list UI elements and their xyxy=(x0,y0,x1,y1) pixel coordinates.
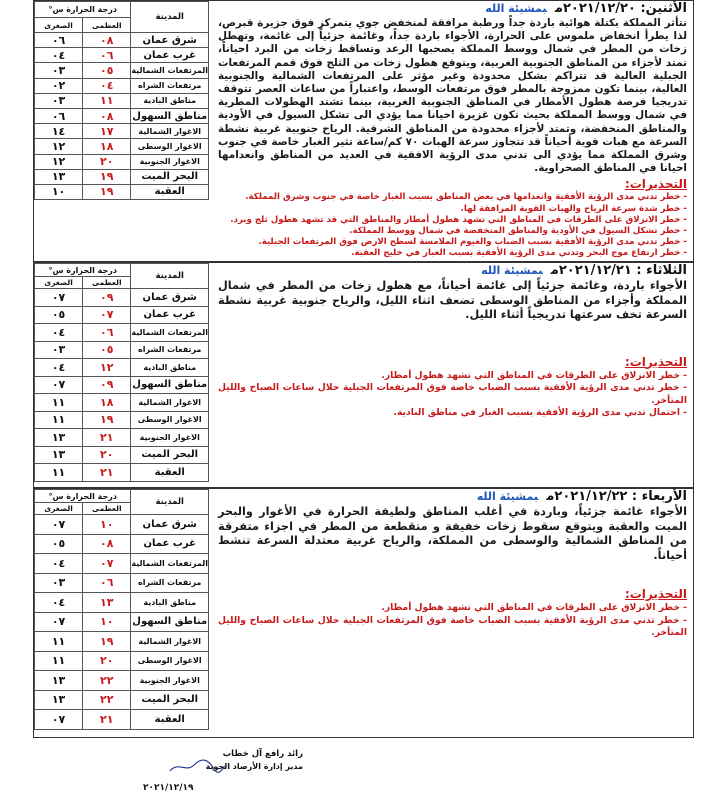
city-cell: الاغوار الوسطى xyxy=(131,139,209,154)
warnings-title: التحذيرات: xyxy=(624,587,687,601)
table-row xyxy=(35,411,209,429)
max-temp-cell: ٠٥ xyxy=(83,341,131,359)
city-cell: الاغوار الجنوبية xyxy=(131,671,209,691)
min-temp-cell: ٠٥ xyxy=(35,534,83,554)
min-temp-cell: ١٢ xyxy=(35,154,83,169)
god-willing-text: بمشيئة الله xyxy=(481,264,543,277)
city-cell: غرب عمان xyxy=(131,306,209,324)
max-temp-cell: ٠٩ xyxy=(83,376,131,394)
min-temp-cell: ٠٤ xyxy=(35,554,83,574)
city-cell: مناطق السهول xyxy=(131,108,209,123)
handwritten-signature-icon xyxy=(168,757,228,775)
min-temp-cell: ٠٧ xyxy=(35,515,83,535)
city-cell: مرتفعات الشراه xyxy=(131,573,209,593)
signature-role: مدير إدارة الأرصاد الجوية xyxy=(205,762,303,771)
city-cell: الاغوار الوسطى xyxy=(131,651,209,671)
forecast-description: تتأثر المملكة بكتلة هوائية باردة جداً ورطبة مرافقة لمنخفض جوي يتمركز فوق جزيرة قبرص، لذا يطرأ انخفاض ملموس على الحرارة، الأجواء باردة جداً، وغائمة جزئياً إلى غائمة، وتهطل زخات من المطر في شمال ووسط المملكة يصحبها الرعد وتساقط زخات من البرد احياناً، تمتد لأجزاء من المناطق الجنوبية الغربية، ويتوقع هطول زخات من الثلج فوق قمم المرتفعات الجبلية العالية قد تتراكم بشكل محدودة وغير مؤثر على المرتفعات الشمالية والجنوبية العالية، بينما تكون ممزوجة بالمطر فوق مرتفعات الوسط، واعتباراً من ساعات العصر تتوقف تدريجيا فرصة هطول الأمطار في المناطق الجنوبية الغربية، بينما تشتد الهطولات المطرية في شمال ووسط المملكة بحيث تكون غزيرة احيانا مما يؤدي الى تشكل السيول في الأودية والمناطق المنخفضة، وتمتد لأجزاء محدودة من المناطق الشرقية. الرياح جنوبية غربية نشطة السرعة مع هبات قوية أحياناً قد تتجاوز سرعة الهبات ٧٠ كم/ساعة تثير الغبار خاصة في جنوب وشرق المملكة مما يؤدي الى تدني مدى الرؤية الافقية في العديد من المناطق وانعدامها احيانا في المناطق الصحراوية. xyxy=(218,17,688,175)
city-cell: العقبة xyxy=(131,184,209,199)
table-row xyxy=(35,341,209,359)
day-date: ٢٠٢١/١٢/٢٠م xyxy=(554,1,636,16)
day-date: ٢٠٢١/١٢/٢١م xyxy=(550,263,632,278)
table-row xyxy=(35,710,209,730)
min-temp-cell: ٠٤ xyxy=(35,324,83,342)
table-row xyxy=(35,169,209,184)
warning-item: - خطر الانزلاق على الطرقات في المناطق التي تشهد هطول أمطار. xyxy=(381,369,687,381)
max-temp-cell: ٢٠ xyxy=(83,446,131,464)
city-cell: العقبة xyxy=(131,464,209,482)
header-min: الصغرى xyxy=(35,277,83,289)
header-temperature: درجة الحرارة س° xyxy=(35,490,131,503)
city-cell: المرتفعات الشمالية xyxy=(131,324,209,342)
header-max: العظمى xyxy=(83,18,131,33)
max-temp-cell: ٠٨ xyxy=(83,534,131,554)
city-cell: مناطق البادية xyxy=(131,593,209,613)
day-title xyxy=(218,489,687,505)
table-row xyxy=(35,446,209,464)
max-temp-cell: ٢١ xyxy=(83,464,131,482)
day-title xyxy=(218,1,687,17)
day-name: الأربعاء : xyxy=(631,489,687,504)
city-cell: مرتفعات الشراه xyxy=(131,341,209,359)
city-cell: مرتفعات الشراه xyxy=(131,78,209,93)
table-row xyxy=(35,78,209,93)
city-cell: مناطق البادية xyxy=(131,93,209,108)
header-min: الصغرى xyxy=(35,503,83,515)
god-willing-text: بمشيئة الله xyxy=(476,490,539,503)
min-temp-cell: ١١ xyxy=(35,464,83,482)
min-temp-cell: ٠٣ xyxy=(35,341,83,359)
max-temp-cell: ٠٥ xyxy=(83,63,131,78)
max-temp-cell: ٠٧ xyxy=(83,306,131,324)
max-temp-cell: ٠٤ xyxy=(83,78,131,93)
max-temp-cell: ٢٠ xyxy=(83,154,131,169)
max-temp-cell: ٢٢ xyxy=(83,690,131,710)
table-row xyxy=(35,48,209,63)
city-cell: البحر الميت xyxy=(131,169,209,184)
table-row xyxy=(35,534,209,554)
max-temp-cell: ٢٢ xyxy=(83,671,131,691)
table-row xyxy=(35,184,209,199)
header-city: المدينة xyxy=(131,490,209,515)
forecast-text xyxy=(212,1,693,260)
signature-name: رائد رافع آل خطاب xyxy=(222,749,303,759)
warnings-list xyxy=(218,192,687,259)
warning-item: - خطر شدة سرعة الرياح والهبات القوية المرافقة لها. xyxy=(460,203,687,214)
city-cell: الاغوار الجنوبية xyxy=(131,154,209,169)
forecast-text xyxy=(212,263,693,420)
table-row xyxy=(35,359,209,377)
table-row xyxy=(35,376,209,394)
max-temp-cell: ٢١ xyxy=(83,710,131,730)
warning-item: - خطر الانزلاق على الطرقات في المناطق التي تشهد هطول أمطار. xyxy=(381,602,687,613)
header-city: المدينة xyxy=(131,264,209,289)
max-temp-cell: ١٩ xyxy=(83,184,131,199)
table-row xyxy=(35,139,209,154)
table-row xyxy=(35,573,209,593)
min-temp-cell: ١٣ xyxy=(35,671,83,691)
table-row xyxy=(35,324,209,342)
max-temp-cell: ٠٧ xyxy=(83,554,131,574)
table-row xyxy=(35,690,209,710)
table-row xyxy=(35,612,209,632)
max-temp-cell: ١٩ xyxy=(83,169,131,184)
max-temp-cell: ٠٩ xyxy=(83,289,131,307)
city-cell: شرق عمان xyxy=(131,515,209,535)
temperature-table xyxy=(34,489,209,730)
city-cell: الاغوار الشمالية xyxy=(131,124,209,139)
max-temp-cell: ٠٦ xyxy=(83,48,131,63)
min-temp-cell: ٠٧ xyxy=(35,710,83,730)
forecast-text xyxy=(212,489,693,640)
warning-item: - احتمال تدني مدى الرؤية الأفقية بسبب الغبار في مناطق البادية. xyxy=(393,407,687,419)
min-temp-cell: ٠٤ xyxy=(35,593,83,613)
forecast-description: الأجواء باردة، وغائمة جزئياً إلى غائمة أحياناً، مع هطول زخات من المطر في شمال المملكة وأجزاء من المناطق الوسطى تضعف اثناء الليل، والرياح جنوبية غربية نشطة السرعة تخف سرعتها تدريجياً أثناء الليل. xyxy=(218,279,687,321)
temperature-table xyxy=(34,1,209,200)
header-max: العظمى xyxy=(83,503,131,515)
min-temp-cell: ٠٧ xyxy=(35,289,83,307)
min-temp-cell: ٠٣ xyxy=(35,573,83,593)
table-row xyxy=(35,33,209,48)
warnings-title: التحذيرات: xyxy=(624,354,687,369)
max-temp-cell: ٢١ xyxy=(83,429,131,447)
city-cell: الاغوار الجنوبية xyxy=(131,429,209,447)
city-cell: غرب عمان xyxy=(131,48,209,63)
city-cell: العقبة xyxy=(131,710,209,730)
day-name: الأثنين: xyxy=(640,1,687,16)
header-min: الصغرى xyxy=(35,18,83,33)
day-section-monday xyxy=(33,0,694,262)
max-temp-cell: ٠٦ xyxy=(83,573,131,593)
max-temp-cell: ١١ xyxy=(83,93,131,108)
min-temp-cell: ١٣ xyxy=(35,429,83,447)
city-cell: المرتفعات الشمالية xyxy=(131,554,209,574)
table-row xyxy=(35,154,209,169)
warning-item: - خطر تدني مدى الرؤية الأفقية وانعدامها في بعض المناطق بسبب الغبار خاصة في جنوب وشرق المملكة. xyxy=(245,192,687,203)
max-temp-cell: ٢٠ xyxy=(83,651,131,671)
table-row xyxy=(35,651,209,671)
max-temp-cell: ١٨ xyxy=(83,139,131,154)
max-temp-cell: ١٩ xyxy=(83,411,131,429)
city-cell: شرق عمان xyxy=(131,33,209,48)
header-max: العظمى xyxy=(83,277,131,289)
table-row xyxy=(35,593,209,613)
day-title xyxy=(218,263,687,279)
min-temp-cell: ٠٧ xyxy=(35,612,83,632)
max-temp-cell: ١٧ xyxy=(83,124,131,139)
min-temp-cell: ١٣ xyxy=(35,446,83,464)
warnings-list xyxy=(218,602,687,640)
max-temp-cell: ٠٨ xyxy=(83,33,131,48)
table-row xyxy=(35,306,209,324)
city-cell: مناطق السهول xyxy=(131,376,209,394)
min-temp-cell: ٠٤ xyxy=(35,48,83,63)
min-temp-cell: ١٢ xyxy=(35,139,83,154)
min-temp-cell: ١١ xyxy=(35,394,83,412)
warning-item: - خطر تدني مدى الرؤية الأفقية بسبب الضباب والغيوم الملامسة لسطح الارض فوق المرتفعات الجبلية. xyxy=(258,237,687,248)
min-temp-cell: ١٤ xyxy=(35,124,83,139)
header-temperature: درجة الحرارة س° xyxy=(35,264,131,277)
city-cell: شرق عمان xyxy=(131,289,209,307)
signature-date: ٢٠٢١/١٢/١٩ xyxy=(143,783,194,793)
warning-item: - خطر تدني مدى الرؤية الأفقية بسبب الضباب خاصة فوق المرتفعات الجبلية خلال ساعات الصباح والليل المتأخر. xyxy=(218,382,687,406)
table-row xyxy=(35,108,209,123)
max-temp-cell: ١٩ xyxy=(83,632,131,652)
city-cell: الاغوار الشمالية xyxy=(131,394,209,412)
min-temp-cell: ٠٥ xyxy=(35,306,83,324)
min-temp-cell: ١٠ xyxy=(35,184,83,199)
min-temp-cell: ١١ xyxy=(35,651,83,671)
warning-item: - خطر تدني مدى الرؤية الأفقية بسبب الضباب خاصة فوق المرتفعات الجبلية خلال ساعات الصباح والليل المتأخر. xyxy=(218,614,687,639)
min-temp-cell: ١١ xyxy=(35,632,83,652)
min-temp-cell: ٠٧ xyxy=(35,376,83,394)
max-temp-cell: ١٢ xyxy=(83,359,131,377)
table-row xyxy=(35,394,209,412)
table-row xyxy=(35,671,209,691)
max-temp-cell: ٠٨ xyxy=(83,108,131,123)
table-row xyxy=(35,124,209,139)
table-row xyxy=(35,93,209,108)
day-section-wednesday xyxy=(33,488,694,738)
max-temp-cell: ١٣ xyxy=(83,593,131,613)
min-temp-cell: ١٣ xyxy=(35,169,83,184)
city-cell: المرتفعات الشمالية xyxy=(131,63,209,78)
min-temp-cell: ٠٣ xyxy=(35,63,83,78)
table-row xyxy=(35,554,209,574)
warning-item: - خطر ارتفاع موج البحر وتدني مدى الرؤية الأفقية بسبب الغبار في خليج العقبة. xyxy=(351,248,687,259)
max-temp-cell: ١٠ xyxy=(83,612,131,632)
city-cell: الاغوار الوسطى xyxy=(131,411,209,429)
table-row xyxy=(35,63,209,78)
min-temp-cell: ٠٢ xyxy=(35,78,83,93)
temperature-table xyxy=(34,263,209,482)
table-row xyxy=(35,289,209,307)
table-row xyxy=(35,464,209,482)
max-temp-cell: ١٨ xyxy=(83,394,131,412)
day-date: ٢٠٢١/١٢/٢٢م xyxy=(546,489,628,504)
max-temp-cell: ٠٦ xyxy=(83,324,131,342)
god-willing-text: بمشيئة الله xyxy=(485,2,547,15)
day-name: الثلاثاء : xyxy=(636,263,687,278)
table-row xyxy=(35,515,209,535)
table-row xyxy=(35,632,209,652)
city-cell: البحر الميت xyxy=(131,446,209,464)
day-section-tuesday xyxy=(33,262,694,488)
min-temp-cell: ١٣ xyxy=(35,690,83,710)
city-cell: غرب عمان xyxy=(131,534,209,554)
warning-item: - خطر الانزلاق على الطرقات في المناطق التي تشهد هطول أمطار والمناطق التي قد تشهد هطول ثلج وبرد. xyxy=(230,214,687,225)
header-temperature: درجة الحرارة س° xyxy=(35,2,131,18)
min-temp-cell: ١١ xyxy=(35,411,83,429)
max-temp-cell: ١٠ xyxy=(83,515,131,535)
header-city: المدينة xyxy=(131,2,209,33)
warning-item: - خطر تشكل السيول في الأودية والمناطق المنخفضة في شمال ووسط المملكة. xyxy=(349,226,687,237)
warnings-title: التحذيرات: xyxy=(624,177,687,192)
table-row xyxy=(35,429,209,447)
city-cell: مناطق السهول xyxy=(131,612,209,632)
min-temp-cell: ٠٦ xyxy=(35,33,83,48)
min-temp-cell: ٠٤ xyxy=(35,359,83,377)
min-temp-cell: ٠٦ xyxy=(35,108,83,123)
min-temp-cell: ٠٣ xyxy=(35,93,83,108)
city-cell: البحر الميت xyxy=(131,690,209,710)
city-cell: الاغوار الشمالية xyxy=(131,632,209,652)
forecast-sheet xyxy=(33,0,694,799)
city-cell: مناطق البادية xyxy=(131,359,209,377)
warnings-list xyxy=(218,370,687,420)
forecast-description: الأجواء غائمة جزئياً، وباردة في أغلب المناطق ولطيفة الحرارة في الأغوار والبحر الميت والعقبة ويتوقع سقوط زخات خفيفة و متقطعة من المطر في اجزاء متفرقة من المناطق الشمالية والوسطى من المملكة، والرياح غربية معتدلة السرعة تنشط أحياناً. xyxy=(218,505,687,562)
